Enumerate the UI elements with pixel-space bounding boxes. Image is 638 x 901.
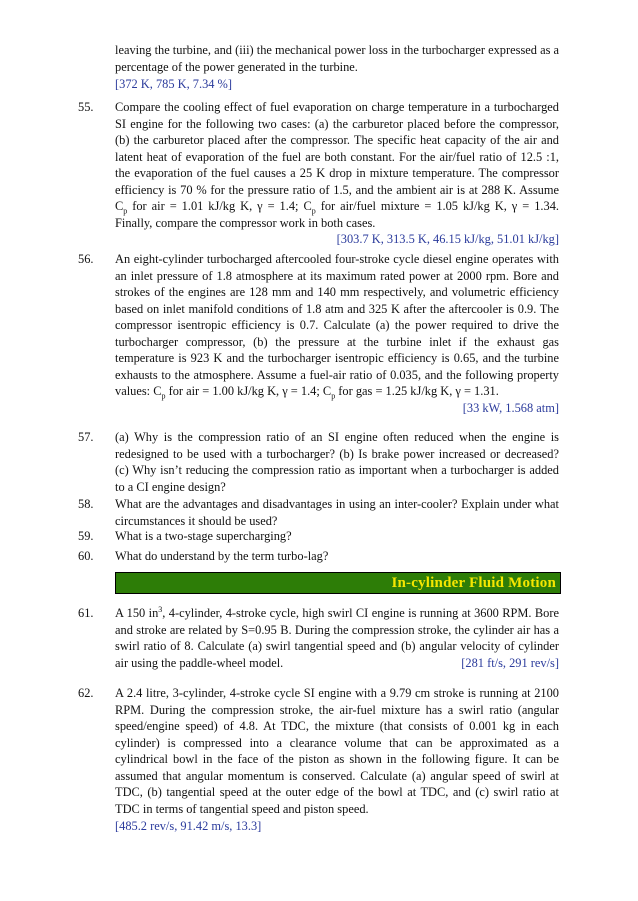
- question-text: Compare the cooling effect of fuel evaporation on charge temperature in a turbocharged SI engine for the following two cases: (a) the carburetor placed before the compressor, (b) the carburetor placed after the compressor. The specific heat capacity of the air and latent heat of evaporation of the fuel are both constant. For the air/fuel ratio of 12.5 :1, the evaporation of the fuel causes a 25 K drop in mixture temperature. The compressor efficiency is 70 % for the pressure ratio of 1.5, and the ambient air is at 288 K. Assume $C_p$ for air = 1.01 kJ/kg K, γ = 1.4; $C_p$ for air/fuel mixture = 1.05 kJ/kg K, γ = 1.34. Finally, compare the compressor work in both cases. [303.7 K, 313.5 K, 46.15 kJ/kg, 51.01 kJ/kg]: [115, 100, 559, 246]
- section-title: In-cylinder Fluid Motion: [391, 574, 556, 591]
- question-number: 62.: [78, 686, 94, 700]
- question-61: [78, 604, 559, 671]
- question-number: 57.: [78, 430, 94, 444]
- question-58: [78, 496, 559, 529]
- section-banner: [115, 572, 561, 594]
- question-56: [78, 251, 559, 416]
- question-number: 61.: [78, 606, 94, 620]
- question-55: [78, 99, 559, 248]
- question-54-continuation: [115, 42, 559, 93]
- question-text: leaving the turbine, and (iii) the mechanical power loss in the turbocharger expressed as a percentage of the power generated in the turbine. [372 K, 785 K, 7.34 %]: [115, 43, 559, 91]
- question-text: What do understand by the term turbo-lag?: [115, 549, 329, 563]
- question-text: What are the advantages and disadvantages in using an inter-cooler? Explain under what circumstances it should be used?: [115, 497, 559, 528]
- question-text: (a) Why is the compression ratio of an SI engine often reduced when the engine is redesigned to be used with a turbocharger? (b) Is brake power increased or decreased? (c) Why isn’t reducing the compression ratio as important when a turbocharger is added to a CI engine design?: [115, 430, 559, 494]
- question-text: An eight-cylinder turbocharged aftercooled four-stroke cycle diesel engine operates with an inlet pressure of 1.8 atmosphere at its maximum rated power at 2000 rpm. Bore and strokes of the engines are 128 mm and 140 mm respectively, and volumetric efficiency based on inlet manifold conditions of 1.8 atm and 325 K after the aftercooler is 0.9. The compressor isentropic efficiency is 0.7. Calculate (a) the power required to drive the turbocharger compressor, (b) the pressure at the turbine inlet if the exhaust gas temperature is 923 K and the turbocharger isentropic efficiency is 0.65, and the turbine exhausts to the atmosphere. Assume a fuel-air ratio of 0.035, and the following property values: $C_p$ for air = 1.00 kJ/kg K, γ = 1.4; $C_p$ for gas = 1.25 kJ/kg K, γ = 1.31. [33 kW, 1.568 atm]: [115, 252, 559, 415]
- answer-key: [485.2 rev/s, 91.42 m/s, 13.3]: [115, 819, 262, 833]
- question-57: [78, 429, 559, 495]
- question-number: 60.: [78, 549, 94, 563]
- question-text: A 2.4 litre, 3-cylinder, 4-stroke cycle SI engine with a 9.79 cm stroke is running at 2100 RPM. During the compression stroke, the air-fuel mixture has a swirl ratio (angular speed/engine speed) of 4.8. At TDC, the mixture (that consists of 0.001 kg in each cylinder) is compressed into a clearance volume that can be approximated as a cylindrical bowl in the face of the piston as shown in the following figure. It can be assumed that angular momentum is conserved. Calculate (a) angular speed of swirl at TDC, (b) tangential speed at the outer edge of the bowl at TDC, and (c) swirl ratio at TDC in terms of tangential speed and piston speed. [485.2 rev/s, 91.42 m/s, 13.3]: [115, 686, 559, 833]
- question-text: A 150 $in^3$, 4-cylinder, 4-stroke cycle, high swirl CI engine is running at 3600 RPM. Bore and stroke are related by S=0.95 B. During the compression stroke, the cylinder air has a swirl ratio of 8. Calculate (a) swirl tangential speed and (b) angular velocity of cylinder air using the paddle-wheel model. [281 ft/s, 291 rev/s]: [115, 604, 559, 670]
- answer-key: [372 K, 785 K, 7.34 %]: [115, 77, 233, 91]
- question-text: What is a two-stage supercharging?: [115, 529, 292, 543]
- answer-key: [33 kW, 1.568 atm]: [462, 400, 559, 415]
- answer-key: [303.7 K, 313.5 K, 46.15 kJ/kg, 51.01 kJ/kg]: [336, 232, 559, 246]
- question-60: [78, 548, 559, 565]
- question-number: 59.: [78, 529, 94, 543]
- question-number: 55.: [78, 100, 94, 114]
- question-number: 58.: [78, 497, 94, 511]
- question-59: [78, 528, 559, 545]
- question-62: [78, 685, 559, 835]
- question-number: 56.: [78, 252, 94, 266]
- answer-key: [281 ft/s, 291 rev/s]: [461, 655, 559, 670]
